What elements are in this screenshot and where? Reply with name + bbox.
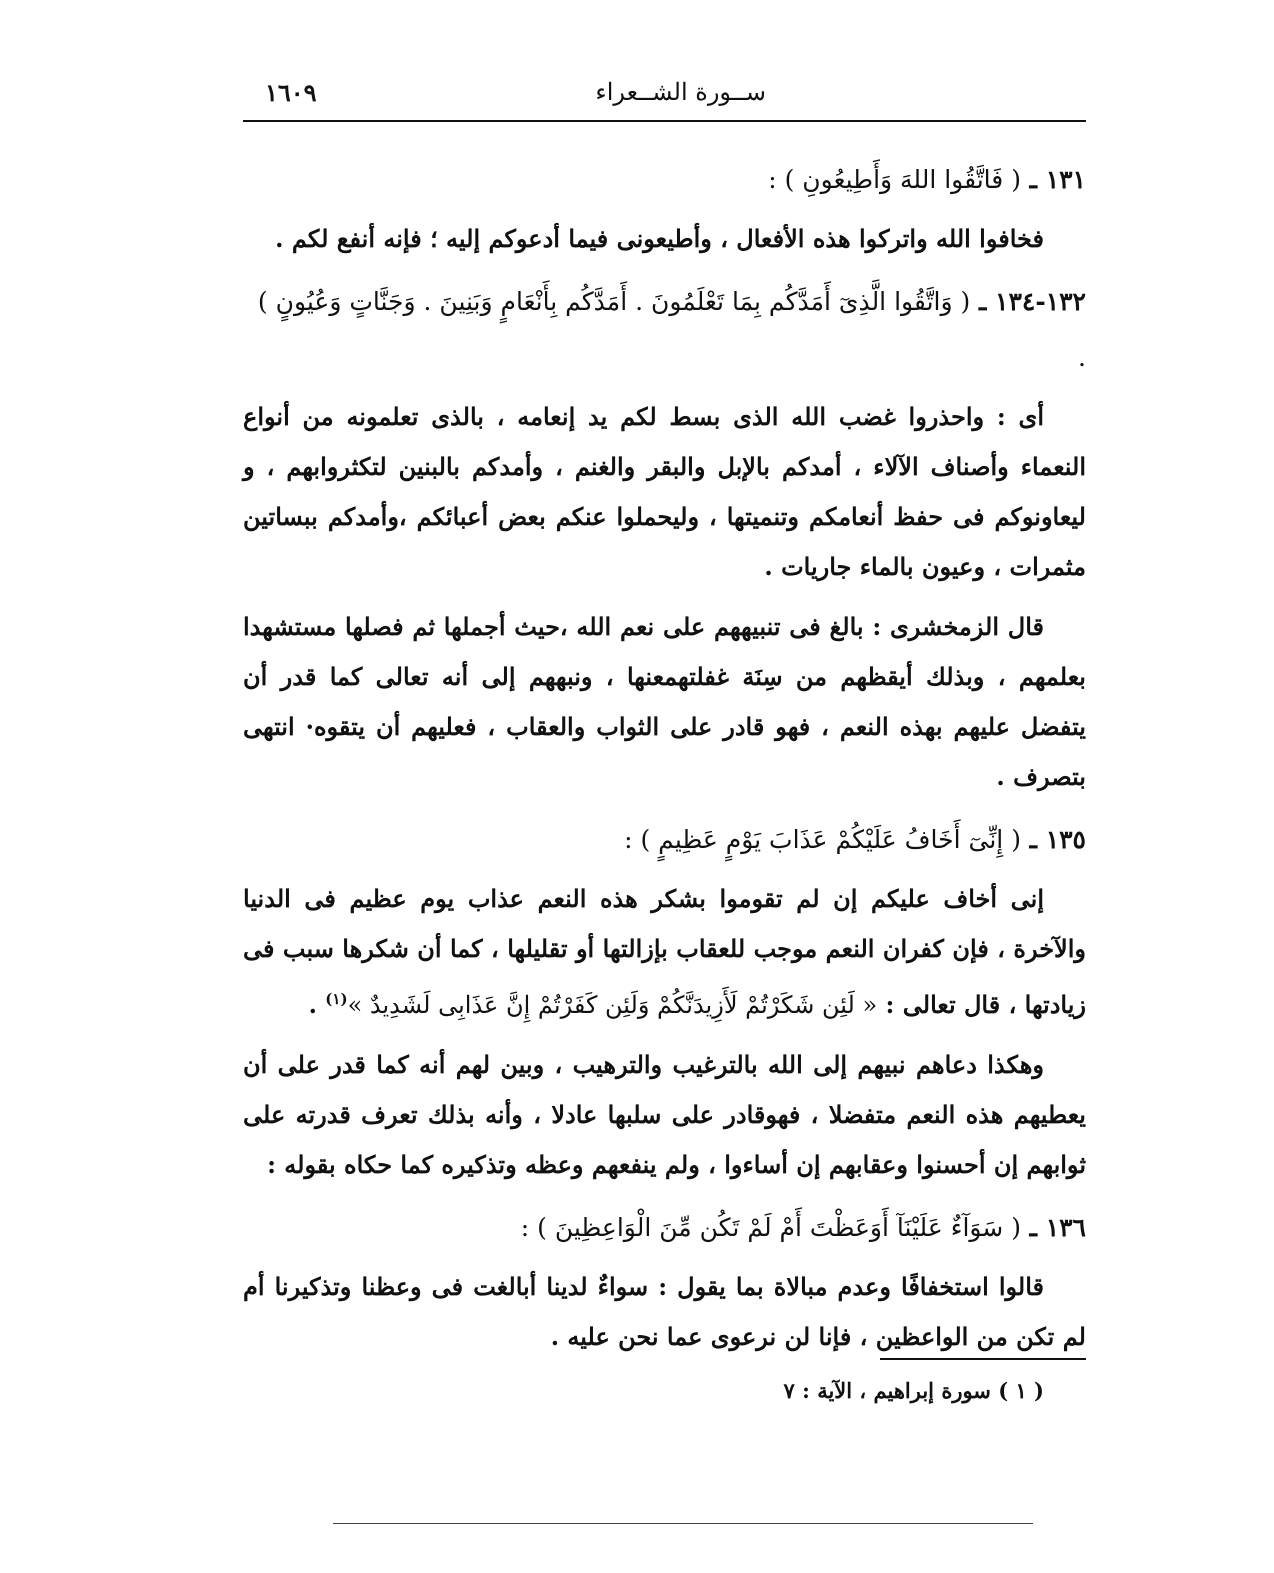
verse-heading-136: [243, 1200, 1086, 1256]
verse-text: ( فَاتَّقُوا اللهَ وَأَطِيعُونِ ) :: [768, 165, 1021, 194]
commentary-paragraph: قالوا استخفافًا وعدم مبالاة بما يقول : سواءٌ لدينا أبالغت فى وعظنا وتذكيرنا أم لم تكن من الواعظين ، فإنا لن نرعوى عما نحن عليه .: [243, 1272, 1086, 1351]
page-bottom-rule: [333, 1523, 1033, 1524]
verse-heading-131: [243, 152, 1086, 208]
document-page: [243, 70, 1086, 1530]
verse-number: ١٣٦ ـ: [1029, 1213, 1086, 1242]
commentary-paragraph: أى : واحذروا غضب الله الذى بسط لكم يد إنعامه ، بالذى تعلمونه من أنواع النعماء وأصناف الآلاء ، أمدكم بالإبل والبقر والغنم ، وأمدكم بالبنين لتكثروابهم ، و ليعاونوكم فى حفظ أنعامكم وتنميتها ، وليحملوا عنكم بعض أعبائكم ،وأمدكم ببساتين مثمرات ، وعيون بالماء جاريات .: [243, 402, 1086, 581]
commentary-paragraph: وهكذا دعاهم نبيهم إلى الله بالترغيب والترهيب ، وبين لهم أنه كما قدر على أن يعطيهم هذه النعم متفضلا ، فهوقادر على سلبها عادلا ، وأنه بذلك تعرف قدرته على ثوابهم إن أحسنوا وعقابهم إن أساءوا ، ولم ينفعهم وعظه وتذكيره كما حكاه بقوله :: [243, 1050, 1086, 1179]
commentary-paragraph: [243, 874, 1086, 1030]
verse-number: ١٣٢-١٣٤ ـ: [978, 287, 1086, 316]
commentary-text: إنى أخاف عليكم إن لم تقوموا بشكر هذه النعم عذاب يوم عظيم فى الدنيا والآخرة ، فإن كفران النعم موجب للعقاب بإزالتها أو تقليلها ، كما أن شكرها سبب فى زيادتها ، قال تعالى :: [243, 884, 1086, 1019]
commentary-paragraph: فخافوا الله واتركوا هذه الأفعال ، وأطيعونى فيما أدعوكم إليه ؛ فإنه أنفع لكم .: [275, 224, 1044, 253]
page-number: ١٦٠٩: [265, 78, 317, 107]
verse-text: ( وَاتَّقُوا الَّذِىٓ أَمَدَّكُم بِمَا تَعْلَمُونَ . أَمَدَّكُم بِأَنْعَامٍ وَبَنِينَ . وَجَنَّاتٍ وَعُيُونٍ ) .: [257, 287, 1086, 372]
verse-number: ١٣١ ـ: [1029, 165, 1086, 194]
quran-quote: « لَئِن شَكَرْتُمْ لَأَزِيدَنَّكُمْ وَلَئِن كَفَرْتُمْ إِنَّ عَذَابِى لَشَدِيدٌ »: [347, 991, 878, 1019]
footnote: ( ١ ) سورة إبراهيم ، الآية : ٧: [783, 1378, 1044, 1403]
footnote-divider: [880, 1358, 1086, 1360]
verse-text: ( إِنِّىٓ أَخَافُ عَلَيْكُمْ عَذَابَ يَوْمٍ عَظِيمٍ ) :: [624, 825, 1021, 854]
surah-title: ســورة الشــعراء: [595, 78, 766, 106]
verse-heading-135: [243, 812, 1086, 868]
running-header: [243, 70, 1086, 122]
footnote-marker: (١): [325, 990, 348, 1008]
verse-heading-132-134: [243, 274, 1086, 386]
page-body: [243, 122, 1086, 1362]
commentary-paragraph: قال الزمخشرى : بالغ فى تنبيههم على نعم الله ،حيث أجملها ثم فصلها مستشهدا بعلمهم ، وبذلك أيقظهم من سِنَة غفلتهمعنها ، ونبههم إلى أنه تعالى كما قدر أن يتفضل عليهم بهذه النعم ، فهو قادر على الثواب والعقاب ، فعليهم أن يتقوه· انتهى بتصرف .: [243, 612, 1086, 791]
verse-text: ( سَوَآءٌ عَلَيْنَآ أَوَعَظْتَ أَمْ لَمْ تَكُن مِّنَ الْوَاعِظِينَ ) :: [520, 1213, 1021, 1242]
quote-tail: .: [308, 990, 317, 1019]
verse-number: ١٣٥ ـ: [1029, 825, 1086, 854]
